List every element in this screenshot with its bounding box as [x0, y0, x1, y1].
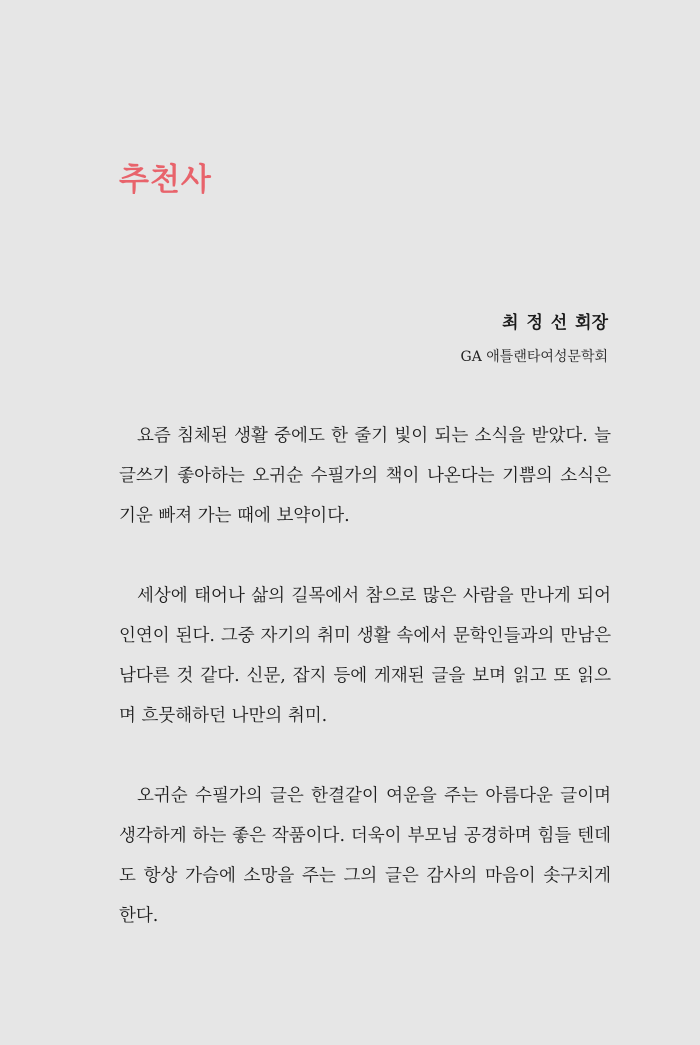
- paragraph-3: 오귀순 수필가의 글은 한결같이 여운을 주는 아름다운 글이며 생각하게 하는 좋은 작품이다. 더욱이 부모님 공경하며 힘들 텐데도 항상 가슴에 소망을 주는 그의 글은 감사의 마음이 솟구치게 한다.: [119, 786, 611, 926]
- page-title: 추천사: [119, 162, 212, 198]
- author-name: 최 정 선 회장: [502, 313, 608, 333]
- body-text: [119, 416, 611, 936]
- paragraph-2: 세상에 태어나 삶의 길목에서 참으로 많은 사람을 만나게 되어 인연이 된다. 그중 자기의 취미 생활 속에서 문학인들과의 만남은 남다른 것 같다. 신문, 잡지 등에 게재된 글을 보며 읽고 또 읽으며 흐뭇해하던 나만의 취미.: [119, 586, 611, 726]
- paragraph-1: 요즘 침체된 생활 중에도 한 줄기 빛이 되는 소식을 받았다. 늘 글쓰기 좋아하는 오귀순 수필가의 책이 나온다는 기쁨의 소식은 기운 빠져 가는 때에 보약이다.: [119, 426, 611, 526]
- author-byline: [461, 310, 608, 368]
- author-organization: GA 애틀랜타여성문학회: [460, 349, 608, 365]
